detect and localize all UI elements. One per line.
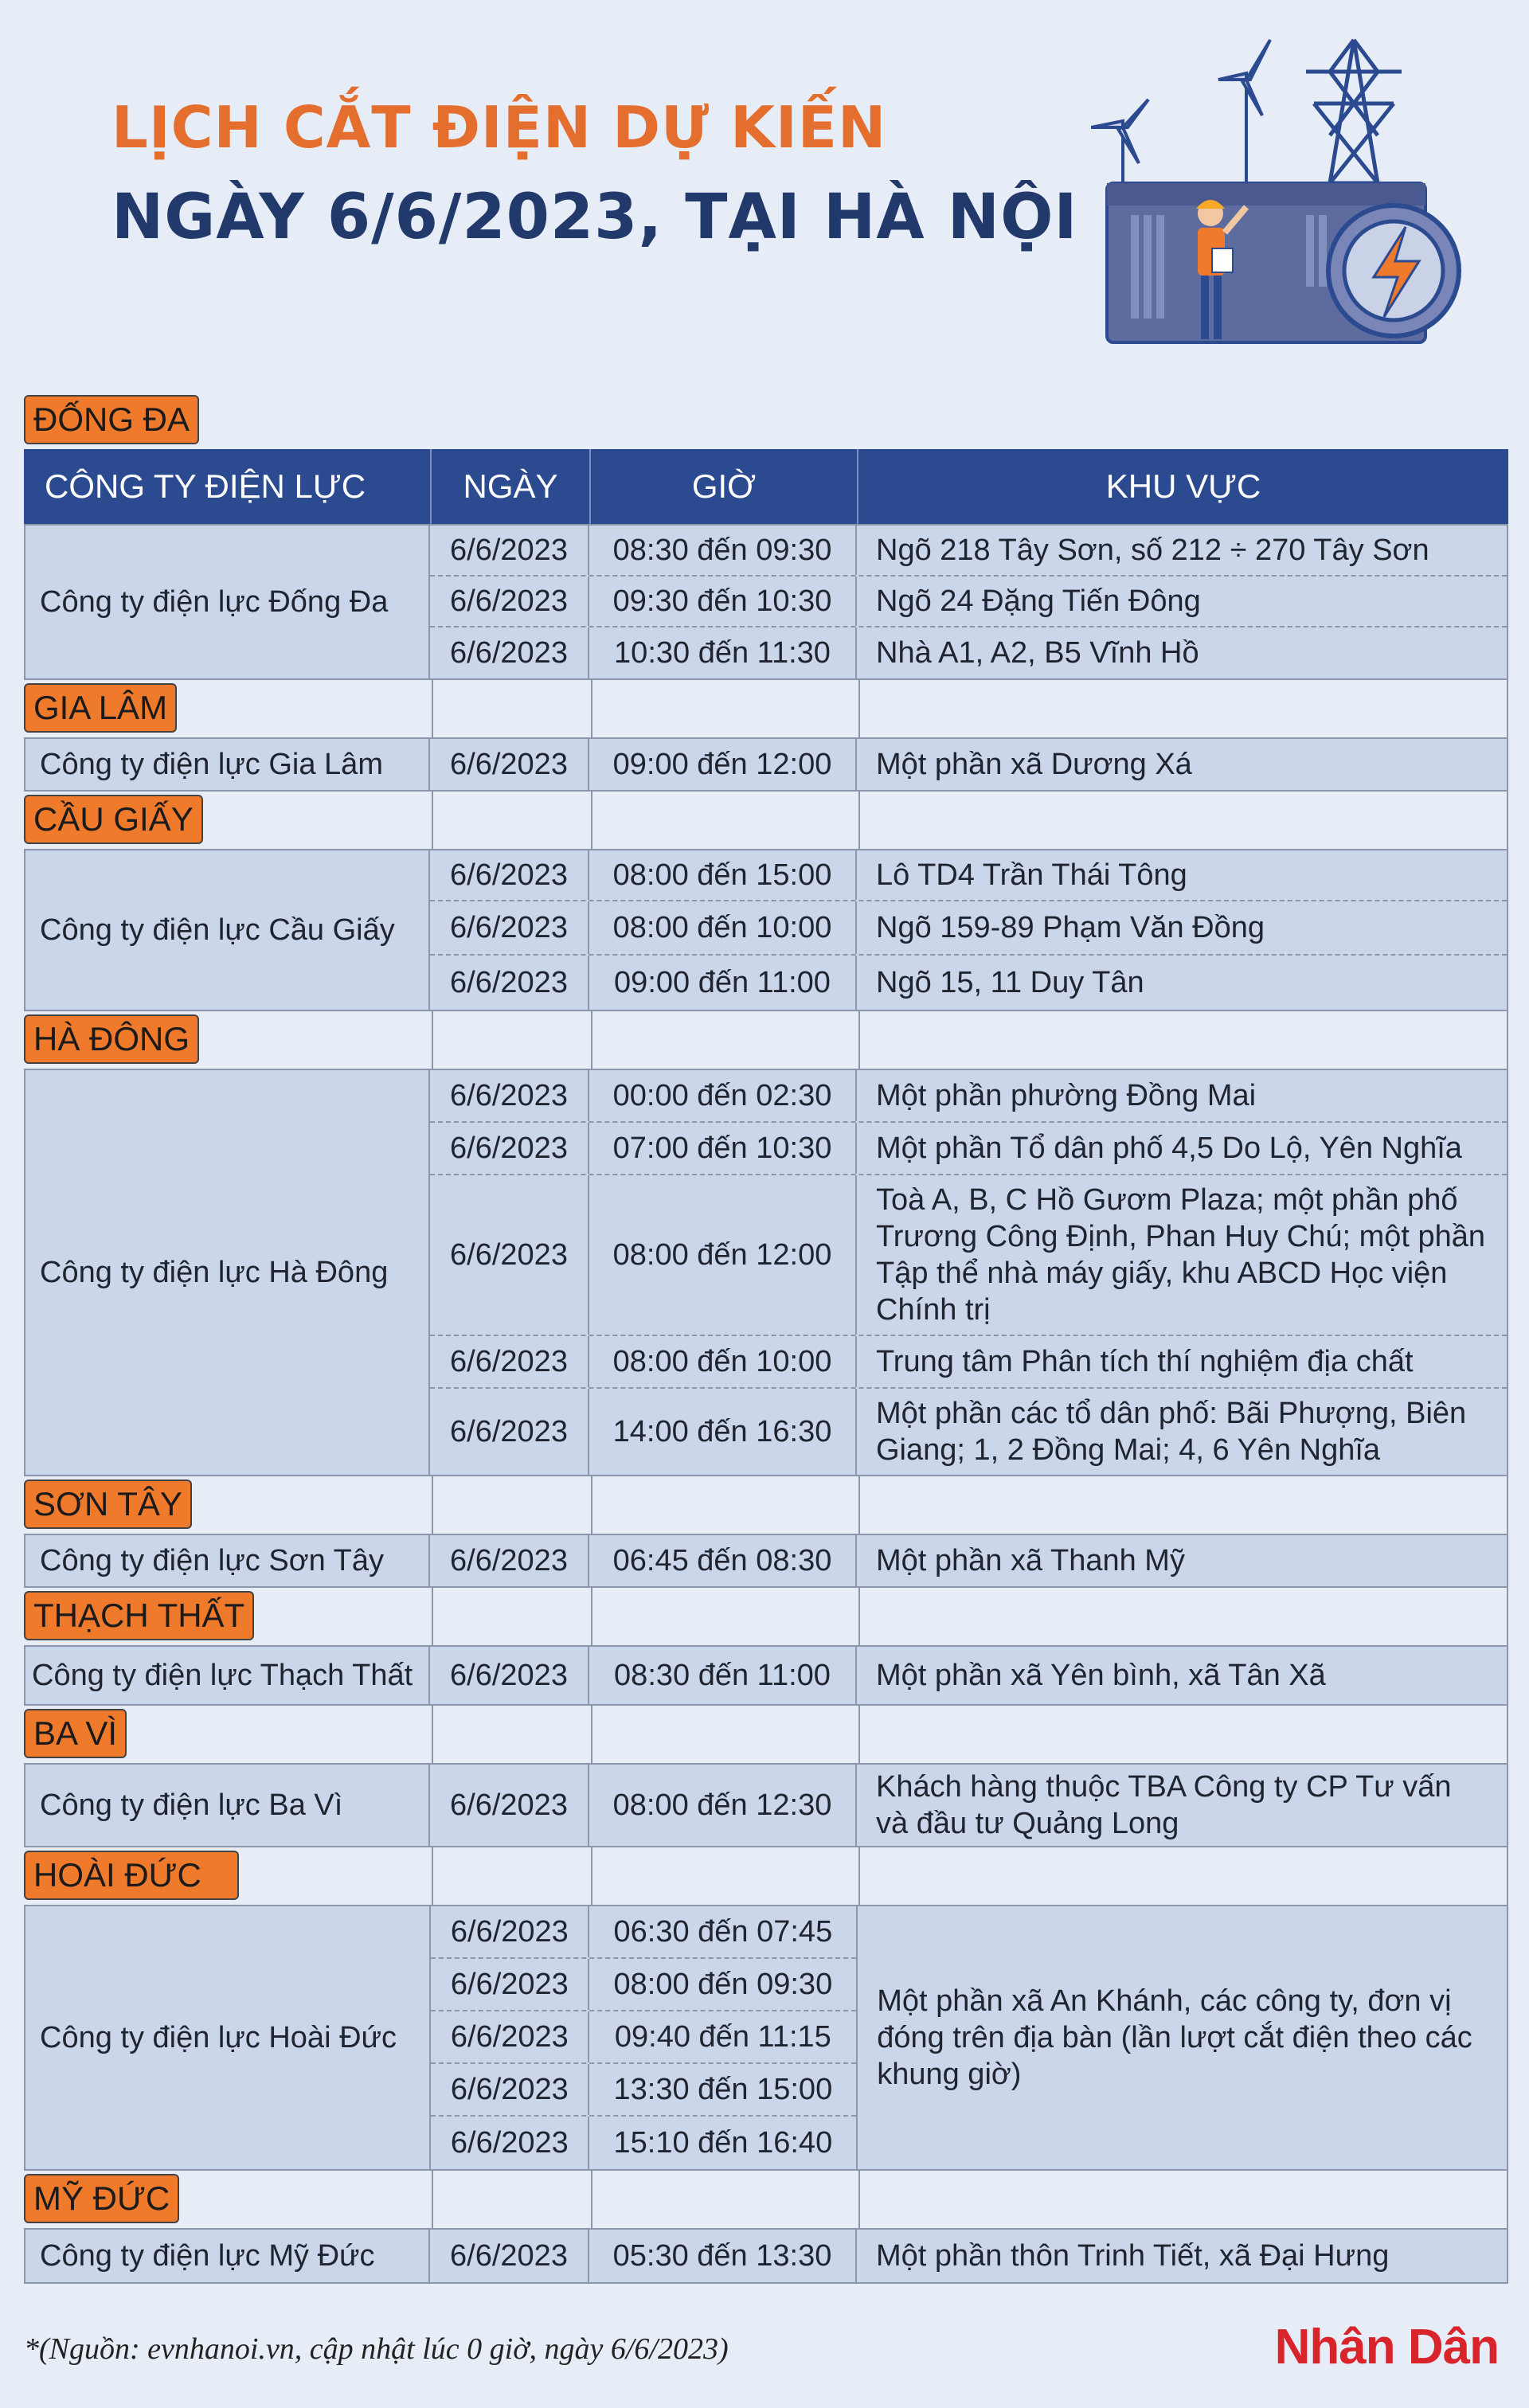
company-name: Công ty điện lực Đống Đa: [25, 526, 430, 678]
time-cell: 10:30 đến 11:30: [589, 627, 857, 678]
area-cell: Một phần phường Đồng Mai: [876, 1079, 1257, 1112]
table-row: [430, 1389, 1507, 1475]
table-row: [430, 627, 1507, 678]
page-title-line2: NGÀY 6/6/2023, TẠI HÀ NỘI: [111, 182, 1078, 253]
table-header: [24, 449, 1508, 524]
table-row: [431, 2064, 856, 2117]
date-cell: 6/6/2023: [431, 2011, 589, 2062]
time-cell: 08:30 đến 11:00: [589, 1647, 857, 1704]
company-name: Công ty điện lực Ba Vì: [25, 1765, 430, 1846]
time-cell: 06:30 đến 07:45: [613, 1914, 833, 1949]
table-row: [431, 2117, 856, 2169]
date-cell: 6/6/2023: [431, 1906, 589, 1957]
outage-table: [24, 392, 1508, 2284]
table-row: [430, 901, 1507, 956]
district-group: [24, 524, 1508, 680]
date-cell: 6/6/2023: [431, 2117, 589, 2169]
time-cell: 08:00 đến 12:30: [589, 1765, 857, 1846]
company-name: Công ty điện lực Hà Đông: [25, 1070, 430, 1475]
table-row: [430, 1070, 1507, 1123]
table-row: [430, 526, 1507, 577]
table-row: [430, 956, 1507, 1010]
table-row: [431, 1959, 856, 2011]
area-cell: Trung tâm Phân tích thí nghiệm địa chất: [876, 1345, 1414, 1378]
district-tag: HOÀI ĐỨC: [24, 1851, 239, 1900]
power-tower-icon: [1306, 40, 1402, 183]
district-group: [24, 737, 1508, 792]
area-cell: Một phần các tổ dân phố: Bãi Phượng, Biên Giang; 1, 2 Đồng Mai; 4, 6 Yên Nghĩa: [876, 1397, 1467, 1467]
district-tag: SƠN TÂY: [24, 1480, 192, 1529]
table-row: [430, 1336, 1507, 1389]
area-cell: Toà A, B, C Hồ Gươm Plaza; một phần phố Trương Công Định, Phan Huy Chú; một phần Tập thể nhà máy giấy, khu ABCD Học viện Chính trị: [876, 1183, 1486, 1327]
date-cell: 6/6/2023: [430, 1175, 589, 1335]
company-name: Công ty điện lực Sơn Tây: [25, 1535, 430, 1586]
page-title-line1: LỊCH CẮT ĐIỆN DỰ KIẾN: [111, 94, 887, 161]
table-row: [431, 2011, 856, 2064]
date-cell: 6/6/2023: [430, 1336, 589, 1387]
date-cell: 6/6/2023: [430, 1070, 589, 1121]
date-cell: 6/6/2023: [430, 577, 589, 626]
area-cell: Một phần thôn Trinh Tiết, xã Đại Hưng: [876, 2239, 1390, 2273]
date-cell: 6/6/2023: [430, 1389, 589, 1475]
district-row: [24, 680, 1508, 737]
date-cell: 6/6/2023: [430, 627, 589, 678]
district-row: [24, 392, 1508, 449]
date-cell: 6/6/2023: [430, 956, 589, 1010]
district-tag: THẠCH THẤT: [24, 1591, 254, 1640]
date-cell: 6/6/2023: [430, 901, 589, 954]
date-cell: 6/6/2023: [430, 1123, 589, 1174]
table-row: [430, 1765, 1507, 1846]
district-group: [24, 1905, 1508, 2171]
table-row: [430, 2230, 1507, 2282]
area-cell: Một phần xã Dương Xá: [876, 748, 1192, 781]
table-row: [430, 850, 1507, 901]
area-cell: Ngõ 218 Tây Sơn, số 212 ÷ 270 Tây Sơn: [876, 534, 1429, 567]
district-group: [24, 1069, 1508, 1476]
area-cell: Nhà A1, A2, B5 Vĩnh Hồ: [876, 636, 1199, 670]
district-tag: BA VÌ: [24, 1709, 127, 1758]
district-row: [24, 1476, 1508, 1534]
district-group: [24, 1534, 1508, 1588]
area-cell: Lô TD4 Trần Thái Tông: [876, 858, 1187, 892]
lightning-bolt-icon: [1328, 205, 1459, 336]
date-cell: 6/6/2023: [430, 526, 589, 575]
company-name: Công ty điện lực Cầu Giấy: [25, 850, 430, 1010]
table-row: [430, 1535, 1507, 1586]
company-name: Công ty điện lực Mỹ Đức: [25, 2230, 430, 2282]
table-row: [430, 577, 1507, 627]
company-name: Công ty điện lực Thạch Thất: [25, 1647, 430, 1704]
table-row: [430, 1175, 1507, 1336]
time-cell: 09:30 đến 10:30: [589, 577, 857, 626]
time-cell: 08:00 đến 15:00: [589, 850, 857, 900]
time-cell: 13:30 đến 15:00: [613, 2072, 833, 2106]
district-tag: HÀ ĐÔNG: [24, 1014, 199, 1064]
district-row: [24, 792, 1508, 849]
date-cell: 6/6/2023: [430, 1647, 589, 1704]
header-time: GIỜ: [591, 449, 858, 524]
time-cell: 15:10 đến 16:40: [613, 2125, 833, 2160]
district-group: [24, 1645, 1508, 1706]
header-area: KHU VỰC: [1105, 467, 1261, 505]
area-cell: Khách hàng thuộc TBA Công ty CP Tư vấn và đầu tư Quảng Long: [876, 1770, 1452, 1840]
company-name: Công ty điện lực Gia Lâm: [25, 739, 430, 790]
table-row: [430, 739, 1507, 790]
district-tag: MỸ ĐỨC: [24, 2174, 179, 2223]
district-group: [24, 1763, 1508, 1847]
time-cell: 08:00 đến 10:00: [589, 901, 857, 954]
date-cell: 6/6/2023: [431, 2064, 589, 2115]
district-row: [24, 2171, 1508, 2228]
district-row: [24, 1706, 1508, 1763]
district-tag: ĐỐNG ĐA: [24, 395, 199, 444]
time-cell: 09:00 đến 12:00: [589, 739, 857, 790]
area-cell: Ngõ 24 Đặng Tiến Đông: [876, 584, 1201, 618]
district-tag: CẦU GIẤY: [24, 795, 203, 844]
district-row: [24, 1011, 1508, 1069]
time-cell: 07:00 đến 10:30: [589, 1123, 857, 1174]
time-cell: 05:30 đến 13:30: [589, 2230, 857, 2282]
time-cell: 09:40 đến 11:15: [614, 2019, 831, 2054]
header-company: CÔNG TY ĐIỆN LỰC: [24, 449, 432, 524]
district-group: [24, 2228, 1508, 2284]
source-note: *(Nguồn: evnhanoi.vn, cập nhật lúc 0 giờ, ngày 6/6/2023): [24, 2332, 729, 2366]
date-cell: 6/6/2023: [430, 2230, 589, 2282]
area-cell: Một phần xã An Khánh, các công ty, đơn vị đóng trên địa bàn (lần lượt cắt điện theo các khung giờ): [877, 1984, 1472, 2091]
date-cell: 6/6/2023: [430, 850, 589, 900]
company-name: Công ty điện lực Hoài Đức: [25, 1906, 431, 2169]
district-tag: GIA LÂM: [24, 683, 177, 733]
table-row: [431, 1906, 856, 1959]
date-cell: 6/6/2023: [430, 1535, 589, 1586]
header-date: NGÀY: [432, 449, 591, 524]
time-cell: 09:00 đến 11:00: [589, 956, 857, 1010]
area-cell: Ngõ 159-89 Phạm Văn Đồng: [876, 911, 1265, 944]
table-row: [430, 1123, 1507, 1175]
area-cell: Một phần Tổ dân phố 4,5 Do Lộ, Yên Nghĩa: [876, 1132, 1462, 1165]
district-row: [24, 1588, 1508, 1645]
brand-logo: Nhân Dân: [1274, 2320, 1499, 2375]
time-cell: 00:00 đến 02:30: [589, 1070, 857, 1121]
district-group: [24, 849, 1508, 1011]
area-cell: Một phần xã Thanh Mỹ: [876, 1544, 1185, 1577]
time-cell: 08:00 đến 12:00: [589, 1175, 857, 1335]
time-cell: 06:45 đến 08:30: [589, 1535, 857, 1586]
area-cell: Một phần xã Yên bình, xã Tân Xã: [876, 1659, 1326, 1692]
date-cell: 6/6/2023: [431, 1959, 589, 2010]
date-cell: 6/6/2023: [430, 739, 589, 790]
wind-turbine-icon: [1091, 40, 1270, 199]
time-cell: 08:00 đến 09:30: [613, 1967, 833, 2001]
time-cell: 08:30 đến 09:30: [589, 526, 857, 575]
date-cell: 6/6/2023: [430, 1765, 589, 1846]
district-row: [24, 1847, 1508, 1905]
time-cell: 14:00 đến 16:30: [589, 1389, 857, 1475]
table-row: [430, 1647, 1507, 1704]
power-station-illustration: [1091, 24, 1489, 366]
time-cell: 08:00 đến 10:00: [589, 1336, 857, 1387]
area-cell: Ngõ 15, 11 Duy Tân: [876, 966, 1144, 999]
